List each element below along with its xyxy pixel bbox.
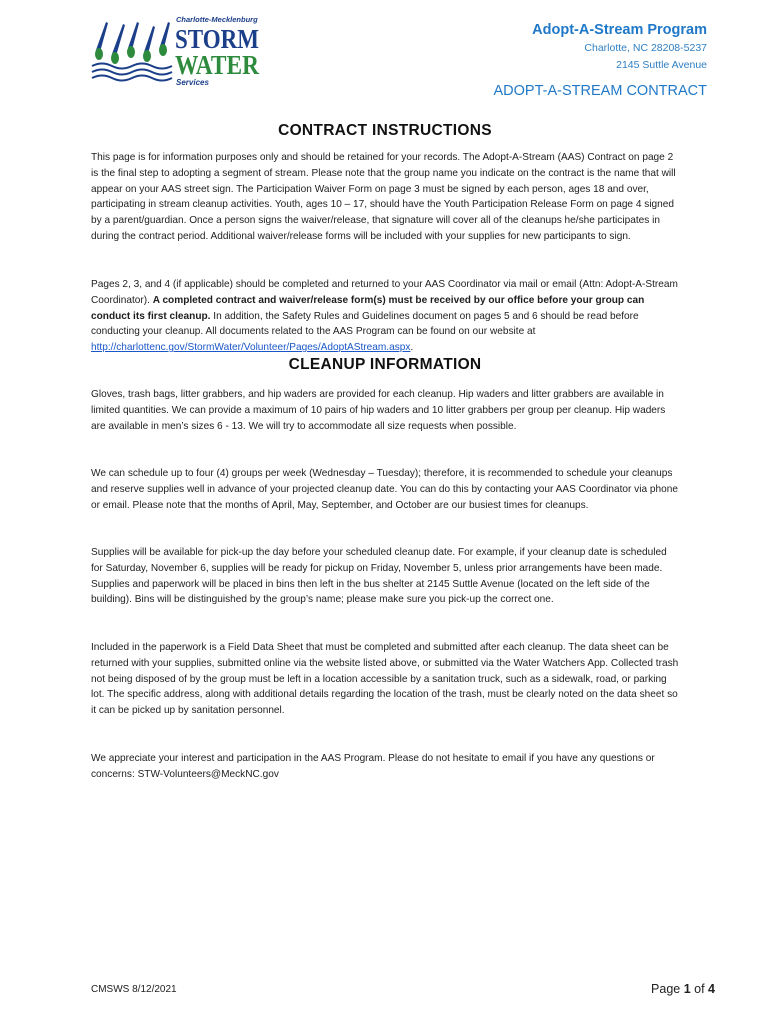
logo-line4: Services [176, 78, 209, 87]
cleanup-paragraph-4: Included in the paperwork is a Field Data Sheet that must be completed and submitted after each cleanup. The data sheet can be returned with your supplies, submitted online via the website listed above, or submitted via the Water Watchers App. Collected trash not being disposed of by the group must be left in a location accessible by a sanitation truck, such as a sidewalk, road, or parking lot. The specific address, along with additional details regarding the location of the trash, must be clearly noted on the data sheet so it can be picked up by sanitation personnel. [91, 642, 679, 717]
of-word: of [690, 982, 709, 996]
letterhead [494, 20, 707, 101]
logo-line3: WATER [175, 50, 260, 80]
cleanup-paragraph-2: We can schedule up to four (4) groups per week (Wednesday – Tuesday); therefore, it is recommended to schedule your cleanups and reserve supplies well in advance of your projected cleanup date. You can do this by contacting your AAS Coordinator via phone or email. Please note that the months of April, May, September, and October are our busiest times for cleanups. [91, 468, 678, 511]
instructions-paragraph-1: This page is for information purposes only and should be retained for your records. The Adopt-A-Stream (AAS) Contract on page 2 is the final step to adopting a segment of stream. Please note that the group name you indicate on the contract is the name that will appear on your AAS street sign. The Participation Waiver Form on page 3 must be signed by each person, ages 18 and over, participating in stream cleanup activities. Youth, ages 10 – 17, should have the Youth Participation Release Form on page 4 signed by a parent/guardian. Once a person signs the waiver/release, that signature will cover all of the cleanups he/she participates in during the contract period. Additional waiver/release forms will be included with your supplies for new participants to sign. [91, 152, 676, 242]
instructions-paragraph-2 [91, 277, 681, 356]
address-city: Charlotte, NC 28208-5237 [584, 42, 707, 54]
raindrops-icon [90, 14, 262, 88]
contract-title: ADOPT-A-STREAM CONTRACT [493, 83, 707, 99]
page-current: 1 [683, 982, 691, 996]
program-name: Adopt-A-Stream Program [532, 22, 707, 38]
address-street: 2145 Suttle Avenue [616, 59, 707, 71]
contract-instructions-heading: CONTRACT INSTRUCTIONS [278, 122, 492, 139]
instructions-p2-end: . [410, 342, 414, 354]
page-number [651, 982, 715, 996]
cleanup-paragraph-3: Supplies will be available for pick-up the day before your scheduled cleanup date. For example, if your cleanup date is scheduled for Saturday, November 6, supplies will be ready for pickup on Friday, November 5, unless prior arrangements have been made. Supplies and paperwork will be placed in bins then left in the bus shelter at 2145 Suttle Avenue (located on the left side of the building). Bins will be distinguished by the group’s name; please make sure you pick-up the correct one. [91, 547, 667, 606]
instructions-p2-text-b: In addition, the Safety Rules and Guidelines document on pages 5 and 6 should be read before conducting your cleanup. All documents related to the AAS Program can be found on our website at [91, 310, 639, 338]
logo-line2: STORM [175, 24, 259, 54]
instructions-p2-text-a: Pages 2, 3, and 4 (if applicable) should be completed and returned to your AAS Coordinator via mail or email (Attn: Adopt-A-Stream Coordinator). [91, 279, 678, 306]
instructions-p2-bold: A completed contract and waiver/release form(s) must be received by our office before your group can conduct its first cleanup. [91, 294, 645, 322]
storm-water-logo [90, 14, 262, 88]
cleanup-information-heading: CLEANUP INFORMATION [288, 356, 482, 373]
page-total: 4 [708, 982, 715, 996]
logo-line1: Charlotte-Mecklenburg [176, 15, 258, 24]
aas-website-link[interactable]: http://charlottenc.gov/StormWater/Volunteer/Pages/AdoptAStream.aspx [91, 342, 411, 354]
cleanup-paragraph-5: We appreciate your interest and participation in the AAS Program. Please do not hesitate to email if you have any questions or concerns: STW-Volunteers@MeckNC.gov [91, 753, 655, 780]
page-word: Page [651, 982, 684, 996]
cleanup-paragraph-1: Gloves, trash bags, litter grabbers, and hip waders are provided for each cleanup. Hip waders and litter grabbers are available in limited quantities. We can provide a maximum of 10 pairs of hip waders and 10 litter grabbers per group per cleanup. Hip waders are available in men’s sizes 6 - 13. We will try to accommodate all size requests when possible. [91, 389, 666, 432]
document-id: CMSWS 8/12/2021 [91, 984, 177, 995]
